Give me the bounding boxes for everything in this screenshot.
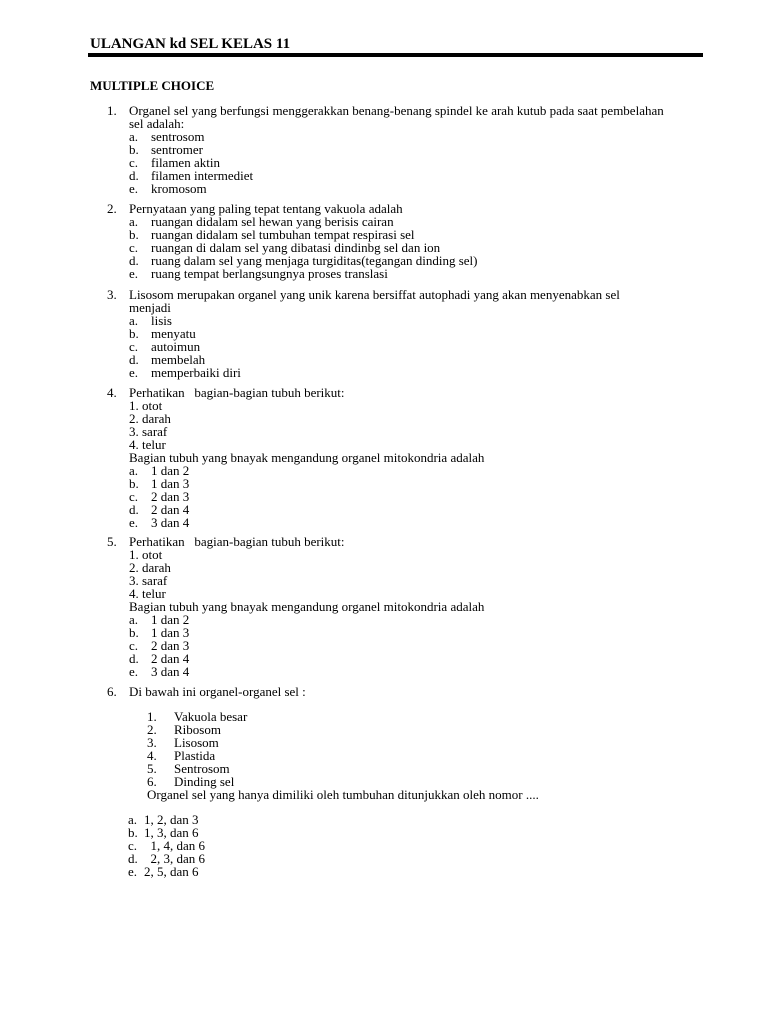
- option-text: 1, 4, dan 6: [144, 838, 206, 853]
- option-text: 2 dan 3: [151, 638, 190, 653]
- answer-option: [129, 665, 707, 678]
- item-text: Plastida: [174, 748, 216, 763]
- question-stem: Bagian tubuh yang bnayak mengandung organel mitokondria adalah: [129, 450, 485, 465]
- option-letter: a.: [128, 812, 138, 827]
- answer-option: [129, 813, 707, 826]
- answer-option: [129, 639, 707, 652]
- answer-option: [129, 626, 707, 639]
- answer-option: [129, 826, 707, 839]
- question-1: [107, 104, 707, 195]
- option-letter: e.: [129, 664, 139, 679]
- list-item: 3. saraf: [129, 573, 168, 588]
- item-text: Sentrosom: [174, 761, 230, 776]
- option-letter: a.: [129, 612, 139, 627]
- option-text: 2 dan 3: [151, 489, 190, 504]
- option-letter: a.: [129, 129, 139, 144]
- spacer: [129, 801, 707, 813]
- list-item: 4. telur: [129, 437, 166, 452]
- question-6: [107, 685, 707, 878]
- option-letter: c.: [129, 155, 139, 170]
- item-number: 4.: [147, 748, 157, 763]
- option-letter: c.: [129, 339, 139, 354]
- list-item: 2. darah: [129, 560, 171, 575]
- option-text: 2 dan 4: [151, 651, 190, 666]
- question-stem: Organel sel yang hanya dimiliki oleh tumbuhan ditunjukkan oleh nomor ....: [147, 787, 539, 802]
- list-item: 1. otot: [129, 547, 163, 562]
- answer-option: [129, 839, 707, 852]
- option-text: 1, 3, dan 6: [144, 825, 199, 840]
- option-text: filamen aktin: [151, 155, 220, 170]
- option-text: 1, 2, dan 3: [144, 812, 199, 827]
- option-letter: d.: [129, 651, 139, 666]
- question-text: menjadi: [129, 300, 171, 315]
- answer-option: [129, 652, 707, 665]
- answer-option: [129, 490, 707, 503]
- item-text: Lisosom: [174, 735, 219, 750]
- question-number: 1.: [107, 103, 117, 118]
- list-item: 2. darah: [129, 411, 171, 426]
- item-number: 2.: [147, 722, 157, 737]
- answer-option: [129, 130, 707, 143]
- option-text: autoimun: [151, 339, 201, 354]
- option-letter: c.: [129, 240, 139, 255]
- question-3: [107, 288, 707, 379]
- question-text: Organel sel yang berfungsi menggerakkan benang-benang spindel ke arah kutub pada saat pembelahan: [129, 103, 664, 118]
- answer-option: [129, 503, 707, 516]
- option-letter: e.: [129, 181, 139, 196]
- answer-option: [129, 852, 707, 865]
- option-letter: d.: [129, 168, 139, 183]
- option-text: 1 dan 3: [151, 625, 190, 640]
- option-text: kromosom: [151, 181, 207, 196]
- question-5: [107, 535, 707, 678]
- question-number: 4.: [107, 385, 117, 400]
- option-letter: b.: [129, 625, 139, 640]
- option-text: sentromer: [151, 142, 203, 157]
- option-text: filamen intermediet: [151, 168, 254, 183]
- item-text: Vakuola besar: [174, 709, 248, 724]
- answer-option: [129, 464, 707, 477]
- question-text: Pernyataan yang paling tepat tentang vakuola adalah: [129, 201, 403, 216]
- numbered-item: [129, 775, 707, 788]
- title-rule: [88, 53, 703, 57]
- option-text: ruangan didalam sel tumbuhan tempat respirasi sel: [151, 227, 415, 242]
- option-text: 1 dan 2: [151, 463, 190, 478]
- question-text: Perhatikan bagian-bagian tubuh berikut:: [129, 534, 345, 549]
- option-letter: d.: [128, 851, 138, 866]
- answer-option: [129, 613, 707, 626]
- question-stem: Bagian tubuh yang bnayak mengandung organel mitokondria adalah: [129, 599, 485, 614]
- answer-option: [129, 516, 707, 529]
- option-letter: a.: [129, 214, 139, 229]
- option-letter: d.: [129, 253, 139, 268]
- option-letter: b.: [129, 227, 139, 242]
- option-letter: c.: [129, 489, 139, 504]
- option-letter: e.: [128, 864, 138, 879]
- question-text: Di bawah ini organel-organel sel :: [129, 684, 306, 699]
- item-number: 1.: [147, 709, 157, 724]
- section-heading: MULTIPLE CHOICE: [90, 78, 215, 93]
- option-letter: e.: [129, 266, 139, 281]
- option-text: lisis: [151, 313, 172, 328]
- option-letter: a.: [129, 313, 139, 328]
- question-text: Perhatikan bagian-bagian tubuh berikut:: [129, 385, 345, 400]
- list-item: 3. saraf: [129, 424, 168, 439]
- answer-option: [129, 865, 707, 878]
- option-letter: e.: [129, 365, 139, 380]
- option-text: ruang dalam sel yang menjaga turgiditas(tegangan dinding sel): [151, 253, 478, 268]
- option-letter: b.: [129, 142, 139, 157]
- question-number: 6.: [107, 684, 117, 699]
- list-item: 4. telur: [129, 586, 166, 601]
- item-number: 6.: [147, 774, 157, 789]
- option-text: ruangan didalam sel hewan yang berisis cairan: [151, 214, 394, 229]
- option-letter: b.: [128, 825, 138, 840]
- option-text: 2, 3, dan 6: [144, 851, 206, 866]
- option-letter: b.: [129, 476, 139, 491]
- answer-option: [129, 366, 707, 379]
- option-letter: d.: [129, 502, 139, 517]
- answer-option: [129, 267, 707, 280]
- answer-option: [129, 340, 707, 353]
- document-title: ULANGAN kd SEL KELAS 11: [90, 36, 291, 52]
- option-text: 3 dan 4: [151, 515, 190, 530]
- option-text: 1 dan 3: [151, 476, 190, 491]
- item-text: Dinding sel: [174, 774, 235, 789]
- option-letter: b.: [129, 326, 139, 341]
- answer-option: [129, 327, 707, 340]
- option-text: 2 dan 4: [151, 502, 190, 517]
- item-number: 5.: [147, 761, 157, 776]
- question-2: [107, 202, 707, 280]
- option-text: membelah: [151, 352, 206, 367]
- option-letter: a.: [129, 463, 139, 478]
- question-text: sel adalah:: [129, 116, 185, 131]
- option-text: menyatu: [151, 326, 196, 341]
- question-number: 3.: [107, 287, 117, 302]
- item-text: Ribosom: [174, 722, 221, 737]
- answer-option: [129, 169, 707, 182]
- option-text: 3 dan 4: [151, 664, 190, 679]
- question-number: 5.: [107, 534, 117, 549]
- option-letter: e.: [129, 515, 139, 530]
- option-text: ruang tempat berlangsungnya proses translasi: [151, 266, 388, 281]
- numbered-item: [129, 736, 707, 749]
- item-number: 3.: [147, 735, 157, 750]
- option-text: sentrosom: [151, 129, 205, 144]
- option-letter: d.: [129, 352, 139, 367]
- option-letter: c.: [129, 638, 139, 653]
- answer-option: [129, 314, 707, 327]
- option-text: memperbaiki diri: [151, 365, 241, 380]
- option-text: 1 dan 2: [151, 612, 190, 627]
- question-4: [107, 386, 707, 529]
- option-letter: c.: [128, 838, 138, 853]
- answer-option: [129, 477, 707, 490]
- question-number: 2.: [107, 201, 117, 216]
- answer-option: [129, 182, 707, 195]
- question-text: Lisosom merupakan organel yang unik karena bersiffat autophadi yang akan menyenabkan sel: [129, 287, 620, 302]
- option-text: ruangan di dalam sel yang dibatasi dindinbg sel dan ion: [151, 240, 441, 255]
- list-item: 1. otot: [129, 398, 163, 413]
- option-text: 2, 5, dan 6: [144, 864, 199, 879]
